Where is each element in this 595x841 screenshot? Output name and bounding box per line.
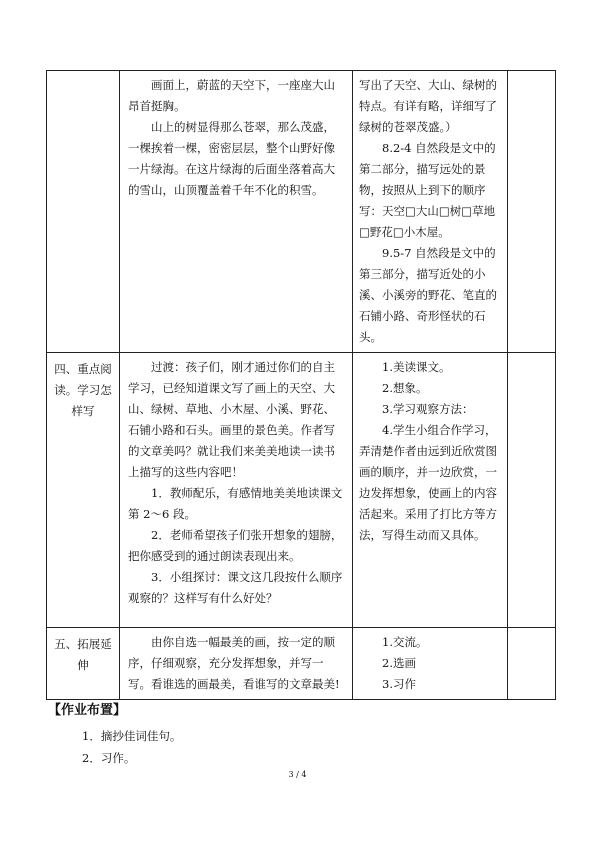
activity-paragraph: 8.2-4 自然段是文中的第二部分，描写远处的景物，按照从上到下的顺序写：天空□大山□树□草地□野花□小木屋。 bbox=[359, 141, 496, 239]
activity-paragraph: 2.选画 bbox=[382, 656, 416, 670]
homework-title: 【作业布置】 bbox=[48, 703, 127, 718]
step-cell bbox=[47, 353, 120, 628]
notes-cell bbox=[508, 71, 556, 353]
content-paragraph: 1．教师配乐，有感情地美美地读课文第 2～6 段。 bbox=[128, 486, 343, 521]
content-paragraph: 3．小组探讨：课文这几段按什么顺序观察的？这样写有什么好处？ bbox=[128, 570, 343, 605]
homework-item: 1．摘抄佳词佳句。 bbox=[82, 729, 182, 743]
activity-paragraph: 1.美读课文。 bbox=[382, 360, 451, 374]
activity-paragraph: 2.想象。 bbox=[382, 381, 428, 395]
table-row bbox=[47, 71, 556, 353]
activity-paragraph: 1.交流。 bbox=[382, 635, 428, 649]
student-activity-cell bbox=[353, 353, 508, 628]
table-row bbox=[47, 628, 556, 700]
activity-paragraph: 3.习作 bbox=[382, 677, 416, 691]
step-label bbox=[47, 71, 119, 81]
student-activity-cell bbox=[353, 71, 508, 353]
content-paragraph: 过渡：孩子们，刚才通过你们的自主学习，已经知道课文写了画上的天空、大山、绿树、草地、小木屋、小溪、野花、石铺小路和石头。画里的景色美。作者写的文章美吗？就让我们来美美地读一读书上描写的这些内容吧！ bbox=[128, 360, 335, 479]
table-row bbox=[47, 353, 556, 628]
content-paragraph: 画面上，蔚蓝的天空下，一座座大山昂首挺胸。 bbox=[128, 78, 335, 113]
activity-paragraph: 9.5-7 自然段是文中的第三部分，描写近处的小溪、小溪旁的野花、笔直的石铺小路、奇形怪状的石头。 bbox=[359, 246, 497, 344]
student-activity-cell bbox=[353, 628, 508, 700]
step-label: 五、拓展延伸 bbox=[54, 637, 112, 672]
step-label: 四、重点阅读。学习怎样写 bbox=[54, 362, 112, 418]
teaching-content-cell bbox=[120, 628, 353, 700]
step-cell bbox=[47, 71, 120, 353]
teaching-content-cell bbox=[120, 71, 353, 353]
activity-paragraph: 3.学习观察方法： bbox=[382, 402, 474, 416]
notes-cell bbox=[508, 628, 556, 700]
teaching-content-cell bbox=[120, 353, 353, 628]
content-paragraph: 2．老师希望孩子们张开想象的翅膀，把你感受到的通过朗读表现出来。 bbox=[128, 528, 343, 563]
activity-paragraph: 写出了天空、大山、绿树的特点。有详有略，详细写了绿树的苍翠茂盛。） bbox=[359, 78, 497, 134]
notes-cell bbox=[508, 353, 556, 628]
homework-item: 2．习作。 bbox=[82, 751, 136, 765]
page-number: 3 / 4 bbox=[288, 770, 307, 779]
content-paragraph: 由你自选一幅最美的画，按一定的顺序，仔细观察，充分发挥想象，并写一写。看谁选的画最美，看谁写的文章最美! bbox=[128, 635, 340, 691]
step-cell bbox=[47, 628, 120, 700]
activity-paragraph: 4.学生小组合作学习，弄清楚作者由远到近欣赏图画的顺序，并一边欣赏，一边发挥想象，使画上的内容活起来。采用了打比方等方法，写得生动而又具体。 bbox=[359, 423, 497, 542]
lesson-plan-table bbox=[46, 70, 556, 700]
content-paragraph: 山上的树显得那么苍翠，那么茂盛，一棵挨着一棵，密密层层，整个山野好像一片绿海。在这片绿海的后面坐落着高大的雪山，山顶覆盖着千年不化的积雪。 bbox=[128, 120, 335, 197]
